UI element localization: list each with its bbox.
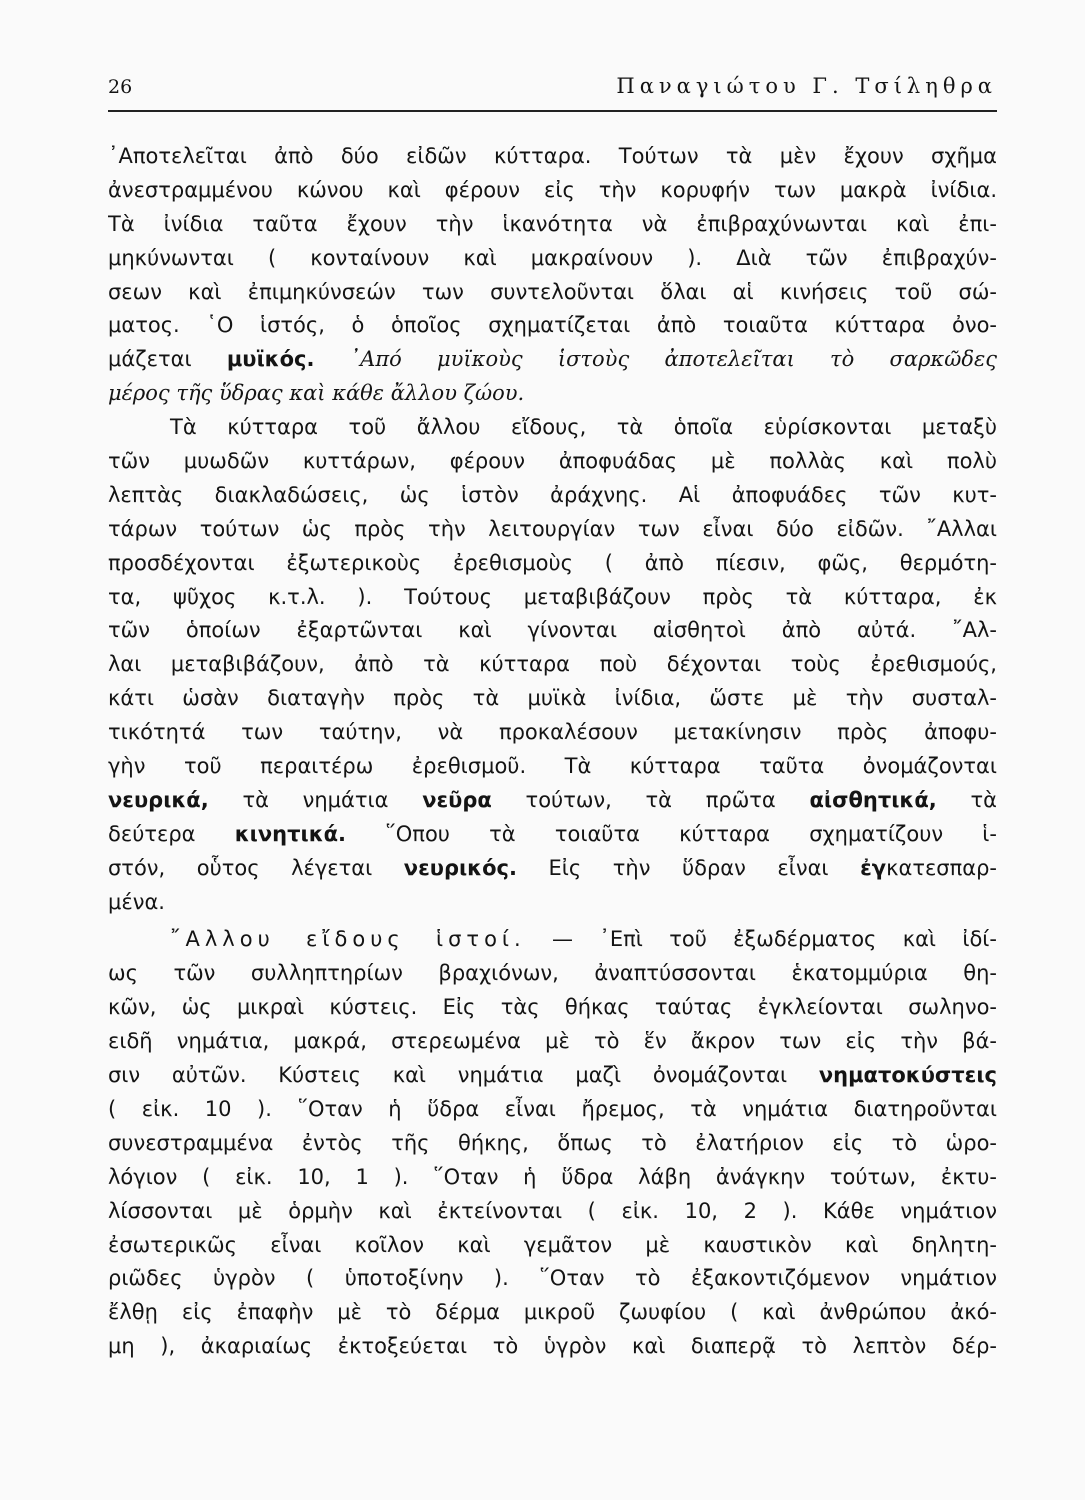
page-number: 26 <box>108 76 133 98</box>
text-line: κάτι ὡσὰν διαταγὴν πρὸς τὰ μυϊκὰ ἰνίδια, ὥστε μὲ τὴν συσταλ- <box>108 686 997 711</box>
line-text: τούτων, τὰ πρῶτα <box>525 787 776 812</box>
line-text: τὰ νημάτια <box>242 787 389 812</box>
text-line <box>108 377 997 411</box>
bold-term: νευρικά, <box>108 787 209 812</box>
text-line: Τὰ κύτταρα τοῦ ἄλλου εἴδους, τὰ ὁποῖα εὑρίσκονται μεταξὺ <box>170 415 997 440</box>
section-heading: ῎Αλλου εἴδους ἱστοί. <box>170 927 526 952</box>
text-line: γὴν τοῦ περαιτέρω ἐρεθισμοῦ. Τὰ κύτταρα ταῦτα ὀνομάζονται <box>108 754 997 779</box>
line-text: τὰ <box>970 787 997 812</box>
bold-term: νεῦρα <box>422 787 492 812</box>
line-text: σιν αὐτῶν. Κύστεις καὶ νημάτια μαζὶ ὀνομάζονται <box>108 1063 788 1088</box>
text-line: τα, ψῦχος κ.τ.λ. ). Τούτους μεταβιβάζουν πρὸς τὰ κύτταρα, ἐκ <box>108 584 997 609</box>
line-text: στόν, οὗτος λέγεται <box>108 855 373 880</box>
bold-term: νευρικός. <box>403 855 517 880</box>
text-line <box>108 923 997 957</box>
text-line: τάρων τούτων ὡς πρὸς τὴν λειτουργίαν των εἶναι δύο εἰδῶν. ῎Αλλαι <box>108 516 997 541</box>
text-line: ειδῆ νημάτια, μακρά, στερεωμένα μὲ τὸ ἕν ἄκρον των εἰς τὴν βά- <box>108 1029 997 1054</box>
page-header <box>108 70 997 112</box>
text-line <box>108 343 997 377</box>
bold-term: νηματοκύστεις <box>818 1063 997 1088</box>
text-line: ριῶδες ὑγρὸν ( ὑποτοξίνην ). ῞Οταν τὸ ἐξακοντιζόμενον νημάτιον <box>108 1266 997 1291</box>
text-line: ἀνεστραμμένου κώνου καὶ φέρουν εἰς τὴν κορυφήν των μακρὰ ἰνίδια. <box>108 177 997 202</box>
text-line: μένα. <box>108 889 165 914</box>
bold-term: κινητικά. <box>234 821 347 846</box>
text-line: Τὰ ἰνίδια ταῦτα ἔχουν τὴν ἱκανότητα νὰ ἐπιβραχύνωνται καὶ ἐπι- <box>108 211 997 236</box>
text-line: ματος. ῾Ο ἱστός, ὁ ὁποῖος σχηματίζεται ἀπὸ τοιαῦτα κύτταρα ὀνο- <box>108 313 997 338</box>
running-head: Παναγιώτου Γ. Τσίληθρα <box>616 74 997 98</box>
text-line: ἐσωτερικῶς εἶναι κοῖλον καὶ γεμᾶτον μὲ καυστικὸν καὶ δηλητη- <box>108 1232 997 1257</box>
text-line: τῶν ὁποίων ἐξαρτῶνται καὶ γίνονται αἰσθητοὶ ἀπὸ αὐτά. ῎Αλ- <box>108 618 997 643</box>
text-line: μη ), ἀκαριαίως ἐκτοξεύεται τὸ ὑγρὸν καὶ διαπερᾷ τὸ λεπτὸν δέρ- <box>108 1334 997 1359</box>
text-line: λόγιον ( εἰκ. 10, 1 ). ῞Οταν ἡ ὕδρα λάβη ἀνάγκην τούτων, ἐκτυ- <box>108 1164 997 1189</box>
line-text: ῞Οπου τὰ τοιαῦτα κύτταρα σχηματίζουν ἱ- <box>385 821 997 846</box>
text-line: τικότητά των ταύτην, νὰ προκαλέσουν μετακίνησιν πρὸς ἀποφυ- <box>108 720 997 745</box>
bold-term: αἰσθητικά, <box>809 787 937 812</box>
line-text: δεύτερα <box>108 821 196 846</box>
text-line: μηκύνωνται ( κονταίνουν καὶ μακραίνουν ). Διὰ τῶν ἐπιβραχύν- <box>108 245 997 270</box>
text-line: προσδέχονται ἐξωτερικοὺς ἐρεθισμοὺς ( ἀπὸ πίεσιν, φῶς, θερμότη- <box>108 550 997 575</box>
bold-term: μυϊκός. <box>226 347 315 372</box>
text-line: λίσσονται μὲ ὁρμὴν καὶ ἐκτείνονται ( εἰκ. 10, 2 ). Κάθε νημάτιον <box>108 1198 997 1223</box>
text-line <box>108 784 997 818</box>
text-line: κῶν, ὡς μικραὶ κύστεις. Εἰς τὰς θήκας ταύτας ἐγκλείονται σωληνο- <box>108 995 997 1020</box>
italic-text: ᾽Από μυϊκοὺς ἱστοὺς ἀποτελεῖται τὸ σαρκῶδες <box>349 347 997 372</box>
text-line <box>108 818 997 852</box>
body-text <box>108 140 997 1364</box>
text-line <box>108 1059 997 1093</box>
text-line: συνεστραμμένα ἐντὸς τῆς θήκης, ὅπως τὸ ἐλατήριον εἰς τὸ ὡρο- <box>108 1130 997 1155</box>
text-line: ως τῶν συλληπτηρίων βραχιόνων, ἀναπτύσσονται ἑκατομμύρια θη- <box>108 961 997 986</box>
text-line: σεων καὶ ἐπιμηκύνσεών των συντελοῦνται ὅλαι αἱ κινήσεις τοῦ σώ- <box>108 279 997 304</box>
bold-term: ἐγ <box>860 855 887 880</box>
text-line: ᾽Αποτελεῖται ἀπὸ δύο εἰδῶν κύτταρα. Τούτων τὰ μὲν ἔχουν σχῆμα <box>108 144 997 168</box>
line-text: μάζεται <box>108 347 192 372</box>
text-line: ἔλθῃ εἰς ἐπαφὴν μὲ τὸ δέρμα μικροῦ ζωυφίου ( καὶ ἀνθρώπου ἀκό- <box>108 1300 997 1325</box>
text-line: τῶν μυωδῶν κυττάρων, φέρουν ἀποφυάδας μὲ πολλὰς καὶ πολὺ <box>108 449 997 474</box>
text-line: λεπτὰς διακλαδώσεις, ὡς ἱστὸν ἀράχνης. Αἱ ἀποφυάδες τῶν κυτ- <box>108 482 997 507</box>
line-text: — ᾽Επὶ τοῦ ἐξωδέρματος καὶ ἰδί- <box>552 927 997 952</box>
text-line <box>108 852 997 886</box>
italic-text: μέρος τῆς ὕδρας καὶ κάθε ἄλλου ζώου. <box>108 381 525 406</box>
text-line: λαι μεταβιβάζουν, ἀπὸ τὰ κύτταρα ποὺ δέχονται τοὺς ἐρεθισμούς, <box>108 652 997 677</box>
text-line: ( εἰκ. 10 ). ῞Οταν ἡ ὕδρα εἶναι ἤρεμος, τὰ νημάτια διατηροῦνται <box>108 1096 997 1121</box>
line-text: Εἰς τὴν ὕδραν εἶναι <box>548 855 829 880</box>
line-text: κατεσπαρ- <box>886 855 997 880</box>
